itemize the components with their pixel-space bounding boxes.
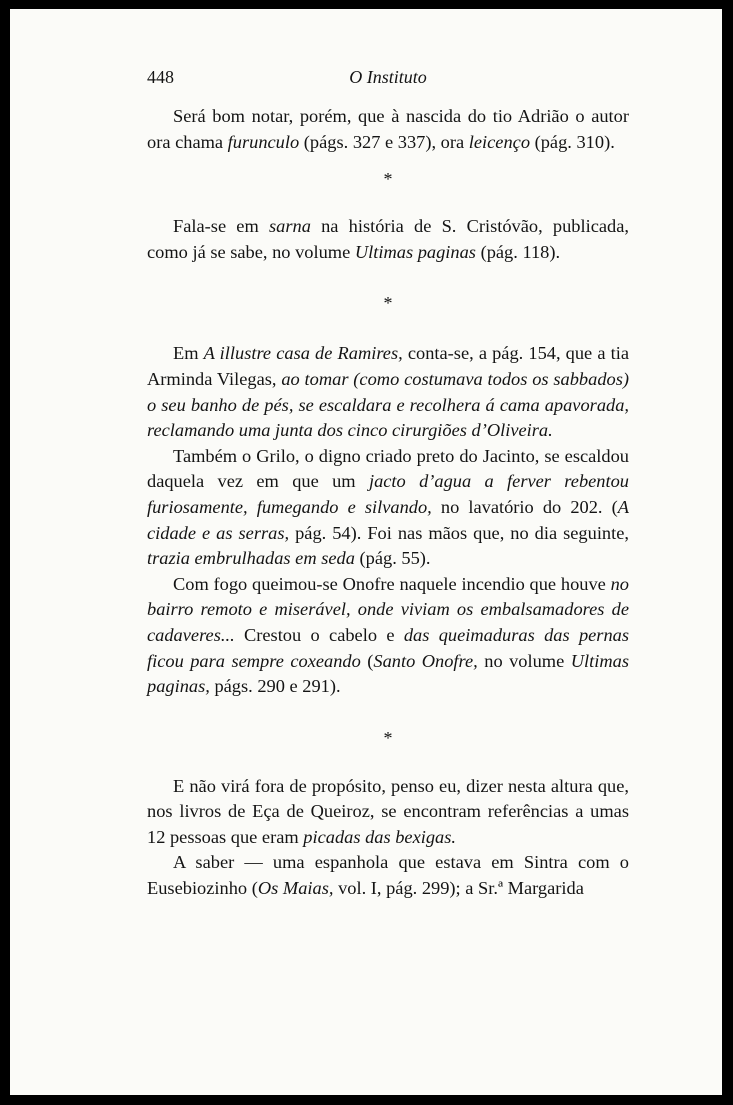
page-content [147, 66, 629, 902]
text-run: A saber — uma espanhola que estava em Sintra com o Eusebiozinho ( [147, 852, 629, 899]
text-run: Fala-se em [173, 216, 269, 237]
document-page [10, 9, 722, 1095]
body-paragraph [147, 572, 629, 700]
italic-text: A cidade e as serras, [147, 496, 629, 543]
body-paragraph [147, 774, 629, 851]
page-number: 448 [147, 67, 174, 87]
text-run: (pág. 55). [354, 548, 431, 569]
section-separator: * [383, 293, 393, 314]
text-run: E não virá fora de propósito, penso eu, dizer nesta altura que, nos livros de Eça de Queiroz, se encontram referências a umas 12 pessoas que eram [147, 775, 629, 847]
text-run: págs. 290 e 291). [209, 676, 341, 697]
italic-text: furunculo [227, 131, 300, 152]
text-run: Em [173, 343, 204, 364]
body-paragraph [147, 850, 629, 901]
italic-text: sarna [268, 216, 311, 237]
section-2 [147, 214, 629, 265]
italic-text: leicenço [468, 131, 531, 152]
italic-text: Ultimas paginas, [147, 650, 629, 697]
text-run: Crestou o cabelo e [234, 624, 404, 645]
page-header [147, 66, 629, 88]
text-run: Será bom notar, porém, que à nascida do tio Adrião o autor ora chama [147, 106, 629, 152]
body-paragraph [147, 444, 629, 572]
text-run: Com fogo queimou-se Onofre naquele incendio que houve [173, 573, 611, 594]
italic-text: no bairro remoto e miserável, onde viviam os embalsamadores de cadaveres... [147, 573, 629, 645]
body-paragraph [147, 104, 629, 155]
text-run: na história de S. Cristóvão, publicada, como já se sabe, no volume [147, 216, 629, 262]
italic-text: Ultimas paginas [354, 241, 476, 262]
italic-text: jacto d’agua a ferver rebentou furiosamente, fumegando e silvando, [147, 471, 629, 517]
italic-text: Santo Onofre, [373, 650, 478, 671]
text-run: (pág. 118). [475, 241, 561, 262]
text-run: (pág. 310). [530, 131, 615, 152]
section-3 [147, 341, 629, 699]
text-run: no volume [477, 650, 571, 671]
italic-text: das queimaduras das pernas ficou para sempre coxeando [147, 624, 630, 671]
italic-text: trazia embrulhadas em seda [147, 548, 355, 569]
text-run: pág. 54). Foi nas mãos que, no dia seguinte, [289, 522, 630, 543]
text-run: conta-se, a pág. 154, que a tia Arminda Vilegas, [147, 343, 629, 389]
italic-text: picadas das bexigas. [303, 826, 457, 847]
text-run: (págs. 327 e 337), ora [299, 131, 469, 152]
section-1 [147, 104, 629, 155]
section-4 [147, 774, 629, 902]
section-separator: * [383, 169, 393, 190]
body-paragraph [147, 214, 629, 265]
text-run: no lavatório do 202. ( [431, 496, 618, 517]
text-run: ( [360, 650, 374, 671]
italic-text: A illustre casa de Ramires, [203, 343, 403, 364]
running-title: O Instituto [349, 67, 427, 87]
italic-text: Os Maias, [257, 878, 334, 899]
italic-text: ao tomar (como costumava todos os sabbados) o seu banho de pés, se escaldara e recolhera á cama apavorada, reclamando uma junta dos cinco cirurgiões d’Oliveira. [147, 368, 629, 441]
section-separator: * [383, 727, 393, 748]
text-run: vol. I, pág. 299); a Sr.ª Margarida [333, 878, 584, 899]
body-paragraph [147, 341, 629, 443]
text-run: Também o Grilo, o digno criado preto do Jacinto, se escaldou daquela vez em que um [147, 445, 629, 492]
